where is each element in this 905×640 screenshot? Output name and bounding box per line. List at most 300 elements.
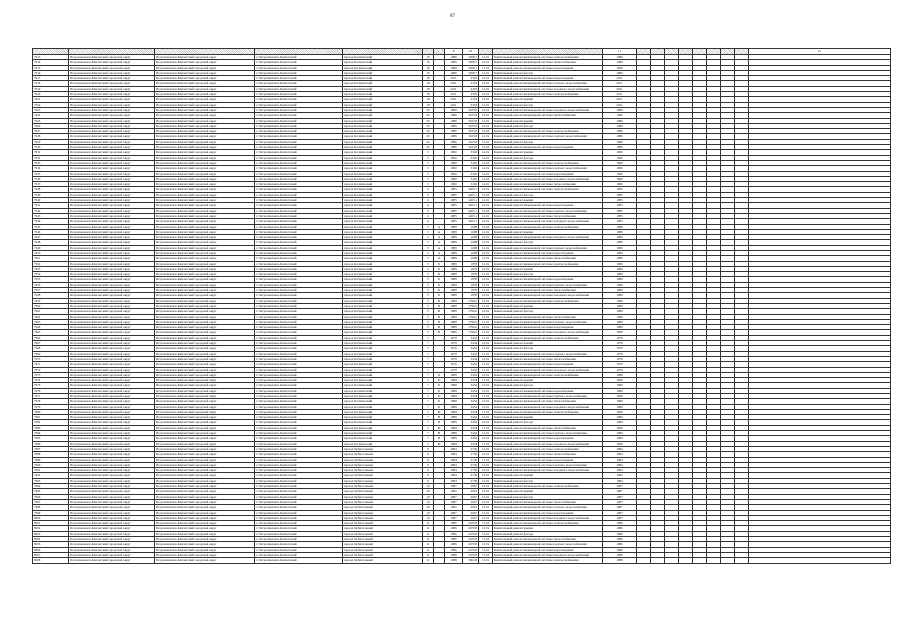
table-cell: 12.01 bbox=[479, 213, 493, 218]
table-cell: 12.01 bbox=[479, 70, 493, 75]
table-cell: 1989 bbox=[445, 266, 463, 271]
table-cell: г. Петропавловск-Камчатский bbox=[255, 415, 343, 420]
table-cell: г. Петропавловск-Камчатский bbox=[255, 166, 343, 171]
table-cell: г. Петропавловск-Камчатский bbox=[255, 219, 343, 224]
table-cell: Б bbox=[434, 372, 445, 377]
table-cell: 1986 bbox=[603, 55, 637, 60]
table-cell: Б bbox=[434, 383, 445, 388]
table-cell: 2011 bbox=[603, 76, 637, 81]
table-cell: 7920 bbox=[33, 92, 69, 97]
table-cell: 7967 bbox=[33, 341, 69, 346]
table-cell: 1989 bbox=[445, 415, 463, 420]
table-cell: 1989 bbox=[603, 293, 637, 298]
table-cell: 13.01 bbox=[479, 547, 493, 552]
table-cell: 1989 bbox=[445, 399, 463, 404]
table-cell: г. Петропавловск-Камчатский bbox=[255, 468, 343, 473]
table-cell: Петропавловск-Камчатский городской округ bbox=[155, 70, 255, 75]
table-cell: 7 bbox=[423, 415, 434, 420]
table-cell: 1979 bbox=[445, 356, 463, 361]
table-cell: г. Петропавловск-Камчатский bbox=[255, 399, 343, 404]
table-cell: 12.01 bbox=[479, 314, 493, 319]
table-cell: г. Петропавловск-Камчатский bbox=[255, 346, 343, 351]
table-cell: 3434 bbox=[463, 356, 479, 361]
table-cell: 7935 bbox=[33, 171, 69, 176]
table-cell: 1989 bbox=[603, 314, 637, 319]
table-cell: 18 bbox=[423, 92, 434, 97]
table-cell: Петропавловск-Камчатский городской округ bbox=[69, 462, 155, 467]
table-cell: проезд Космический bbox=[343, 319, 423, 324]
table-cell: 3434 bbox=[463, 362, 479, 367]
table-cell: 1979 bbox=[603, 356, 637, 361]
register-table-container bbox=[32, 48, 870, 564]
table-cell: 18 bbox=[423, 86, 434, 91]
table-cell: Капитальный ремонт инженерной системы электроснабжения bbox=[493, 446, 603, 451]
table-cell: г. Петропавловск-Камчатский bbox=[255, 526, 343, 531]
table-cell: 1989 bbox=[445, 431, 463, 436]
table-cell: Капитальный ремонт инженерной системы горячего водоснабжения bbox=[493, 134, 603, 139]
table-cell: 1989 bbox=[603, 394, 637, 399]
table-cell: В bbox=[434, 303, 445, 308]
table-cell: г. Петропавловск-Камчатский bbox=[255, 129, 343, 134]
table-cell: 4263.1 bbox=[463, 203, 479, 208]
table-cell: 1986 bbox=[603, 139, 637, 144]
table-cell: 7941 bbox=[33, 203, 69, 208]
table-cell: 11 bbox=[423, 552, 434, 557]
table-cell: 12.01 bbox=[479, 468, 493, 473]
table-cell: Петропавловск-Камчатский городской округ bbox=[69, 176, 155, 181]
table-cell: 12.01 bbox=[479, 415, 493, 420]
table-cell: Петропавловск-Камчатский городской округ bbox=[155, 229, 255, 234]
table-cell: 2967 bbox=[463, 494, 479, 499]
table-cell: А bbox=[434, 224, 445, 229]
table-cell: 2730 bbox=[463, 446, 479, 451]
table-cell: 3454 bbox=[463, 420, 479, 425]
table-cell: 1989 bbox=[445, 235, 463, 240]
table-cell: г. Петропавловск-Камчатский bbox=[255, 452, 343, 457]
table-cell: 1986 bbox=[445, 55, 463, 60]
table-cell: 7943 bbox=[33, 213, 69, 218]
table-cell: 5 bbox=[423, 309, 434, 314]
table-cell: 7 bbox=[423, 341, 434, 346]
table-cell: 11 bbox=[423, 547, 434, 552]
table-cell: 2479.8 bbox=[463, 542, 479, 547]
table-cell: 5 bbox=[423, 256, 434, 261]
table-cell: проезд Космический bbox=[343, 404, 423, 409]
table-cell: 5 bbox=[423, 325, 434, 330]
table-cell: 1989 bbox=[603, 431, 637, 436]
table-cell: 2011 bbox=[603, 102, 637, 107]
table-cell: Петропавловск-Камчатский городской округ bbox=[155, 266, 255, 271]
table-cell: Петропавловск-Камчатский городской округ bbox=[69, 76, 155, 81]
table-cell: 13.01 bbox=[479, 510, 493, 515]
table-cell: В bbox=[434, 441, 445, 446]
table-cell: 1989 bbox=[445, 298, 463, 303]
table-cell: 7999 bbox=[33, 510, 69, 515]
table-cell: 3223.8 bbox=[463, 107, 479, 112]
table-cell: 1989 bbox=[445, 383, 463, 388]
table-cell: Петропавловск-Камчатский городской округ bbox=[69, 266, 155, 271]
table-cell: 1989 bbox=[603, 277, 637, 282]
table-cell: г. Петропавловск-Камчатский bbox=[255, 542, 343, 547]
table-cell: г. Петропавловск-Камчатский bbox=[255, 314, 343, 319]
table-cell: 1989 bbox=[445, 261, 463, 266]
table-cell: 1986 bbox=[603, 521, 637, 526]
table-cell: 12.01 bbox=[479, 409, 493, 414]
table-cell: Петропавловск-Камчатский городской округ bbox=[69, 494, 155, 499]
table-cell: 1985 bbox=[445, 192, 463, 197]
table-cell: Капитальный ремонт инженерной системы горячего водоснабжения bbox=[493, 81, 603, 86]
table-cell: 1989 bbox=[603, 441, 637, 446]
table-cell: г. Петропавловск-Камчатский bbox=[255, 420, 343, 425]
table-cell: проезд Орбитальный bbox=[343, 542, 423, 547]
table-cell: 7956 bbox=[33, 282, 69, 287]
table-cell: 1990 bbox=[445, 160, 463, 165]
table-cell: 1986 bbox=[445, 547, 463, 552]
table-cell: 13.01 bbox=[479, 505, 493, 510]
table-cell: 2730 bbox=[463, 478, 479, 483]
table-cell: 1878 bbox=[463, 282, 479, 287]
table-cell: 7947 bbox=[33, 235, 69, 240]
table-cell: 1989 bbox=[445, 425, 463, 430]
table-cell: 12 bbox=[423, 558, 434, 563]
table-cell: проезд Космический bbox=[343, 272, 423, 277]
table-cell: 1986 bbox=[603, 526, 637, 531]
table-cell: 1985 bbox=[603, 187, 637, 192]
table-cell: Петропавловск-Камчатский городской округ bbox=[155, 346, 255, 351]
table-cell: Петропавловск-Камчатский городской округ bbox=[69, 160, 155, 165]
table-cell: 3454 bbox=[463, 394, 479, 399]
table-cell: Петропавловск-Камчатский городской округ bbox=[155, 441, 255, 446]
table-body bbox=[33, 55, 891, 564]
table-cell: Капитальный ремонт фасада bbox=[493, 346, 603, 351]
table-cell: 1989 bbox=[445, 229, 463, 234]
table-cell: 1989 bbox=[445, 245, 463, 250]
table-cell: Петропавловск-Камчатский городской округ bbox=[155, 499, 255, 504]
table-cell: проезд Космический bbox=[343, 123, 423, 128]
table-cell: Капитальный ремонт инженерной системы горячего водоснабжения bbox=[493, 462, 603, 467]
table-cell: 12.01 bbox=[479, 341, 493, 346]
table-cell: г. Петропавловск-Камчатский bbox=[255, 171, 343, 176]
table-cell: Петропавловск-Камчатский городской округ bbox=[69, 70, 155, 75]
table-cell: 3208.7 bbox=[463, 70, 479, 75]
table-cell: Петропавловск-Камчатский городской округ bbox=[69, 552, 155, 557]
table-cell: Капитальный ремонт фасада bbox=[493, 420, 603, 425]
table-cell: Капитальный ремонт инженерной системы горячего водоснабжения bbox=[493, 351, 603, 356]
table-cell: Петропавловск-Камчатский городской округ bbox=[69, 81, 155, 86]
table-cell: Капитальный ремонт инженерной системы электроснабжения bbox=[493, 160, 603, 165]
table-cell: 6 bbox=[423, 208, 434, 213]
table-cell: Капитальный ремонт инженерной системы электроснабжения bbox=[493, 521, 603, 526]
table-cell: проезд Космический bbox=[343, 198, 423, 203]
table-cell: 7 bbox=[423, 367, 434, 372]
table-cell: г. Петропавловск-Камчатский bbox=[255, 288, 343, 293]
table-cell: 7 bbox=[423, 441, 434, 446]
table-cell: г. Петропавловск-Камчатский bbox=[255, 303, 343, 308]
table-cell: Петропавловск-Камчатский городской округ bbox=[155, 134, 255, 139]
table-cell: В bbox=[434, 420, 445, 425]
table-cell: 12.01 bbox=[479, 277, 493, 282]
table-cell: 13.01 bbox=[479, 484, 493, 489]
table-cell: 13.01 bbox=[479, 537, 493, 542]
table-cell: Капитальный ремонт фасада bbox=[493, 192, 603, 197]
table-cell: проезд Орбитальный bbox=[343, 489, 423, 494]
table-cell: Капитальный ремонт инженерной системы горячего водоснабжения bbox=[493, 208, 603, 213]
table-cell: Петропавловск-Камчатский городской округ bbox=[69, 145, 155, 150]
table-cell: проезд Космический bbox=[343, 70, 423, 75]
table-cell: проезд Космический bbox=[343, 425, 423, 430]
table-cell: г. Петропавловск-Камчатский bbox=[255, 457, 343, 462]
table-cell: 12.01 bbox=[479, 441, 493, 446]
table-cell: 2011 bbox=[445, 76, 463, 81]
table-cell: 3223.8 bbox=[463, 129, 479, 134]
table-cell: Петропавловск-Камчатский городской округ bbox=[155, 293, 255, 298]
table-cell: 8002 bbox=[33, 526, 69, 531]
table-cell: 14.01 bbox=[479, 171, 493, 176]
table-cell: Капитальный ремонт инженерной системы водоотведения bbox=[493, 203, 603, 208]
table-cell: Петропавловск-Камчатский городской округ bbox=[155, 351, 255, 356]
table-cell: Петропавловск-Камчатский городской округ bbox=[155, 150, 255, 155]
table-cell: 10 bbox=[423, 505, 434, 510]
table-cell: 1989 bbox=[603, 266, 637, 271]
table-cell: Петропавловск-Камчатский городской округ bbox=[155, 505, 255, 510]
table-cell: Петропавловск-Камчатский городской округ bbox=[155, 521, 255, 526]
table-cell: Капитальный ремонт инженерной системы холодного водоснабжения bbox=[493, 552, 603, 557]
table-cell: проезд Космический bbox=[343, 213, 423, 218]
table-cell: 12.01 bbox=[479, 139, 493, 144]
table-cell: Капитальный ремонт инженерной системы холодного водоснабжения bbox=[493, 367, 603, 372]
table-cell: 12.01 bbox=[479, 113, 493, 118]
table-cell: Петропавловск-Камчатский городской округ bbox=[155, 542, 255, 547]
table-cell: Петропавловск-Камчатский городской округ bbox=[155, 515, 255, 520]
table-cell: г. Петропавловск-Камчатский bbox=[255, 145, 343, 150]
table-cell: Петропавловск-Камчатский городской округ bbox=[69, 203, 155, 208]
table-cell: Петропавловск-Камчатский городской округ bbox=[69, 478, 155, 483]
table-cell: 12.01 bbox=[479, 346, 493, 351]
table-cell: проезд Космический bbox=[343, 229, 423, 234]
table-cell: Петропавловск-Камчатский городской округ bbox=[69, 60, 155, 65]
table-cell: Капитальный ремонт инженерной системы электроснабжения bbox=[493, 261, 603, 266]
table-cell: 2967 bbox=[463, 515, 479, 520]
table-cell: А bbox=[434, 245, 445, 250]
table-cell: Петропавловск-Камчатский городской округ bbox=[69, 489, 155, 494]
table-cell: 1986 bbox=[603, 552, 637, 557]
table-cell: 9 bbox=[423, 457, 434, 462]
table-cell: Капитальный ремонт инженерной системы электроснабжения bbox=[493, 409, 603, 414]
table-cell: Петропавловск-Камчатский городской округ bbox=[69, 182, 155, 187]
table-cell: 1990 bbox=[445, 171, 463, 176]
table-cell: 20 bbox=[423, 145, 434, 150]
table-cell: 3208.7 bbox=[463, 60, 479, 65]
table-cell: 9 bbox=[423, 468, 434, 473]
table-cell: г. Петропавловск-Камчатский bbox=[255, 150, 343, 155]
table-cell: Петропавловск-Камчатский городской округ bbox=[155, 552, 255, 557]
table-cell: Петропавловск-Камчатский городской округ bbox=[69, 510, 155, 515]
table-cell: 7993 bbox=[33, 478, 69, 483]
table-cell: Петропавловск-Камчатский городской округ bbox=[69, 436, 155, 441]
table-cell: В bbox=[434, 425, 445, 430]
table-cell: Петропавловск-Камчатский городской округ bbox=[155, 235, 255, 240]
table-cell: г. Петропавловск-Камчатский bbox=[255, 446, 343, 451]
table-cell: г. Петропавловск-Камчатский bbox=[255, 298, 343, 303]
table-cell: А bbox=[434, 235, 445, 240]
table-cell: г. Петропавловск-Камчатский bbox=[255, 372, 343, 377]
table-cell: 1990 bbox=[603, 176, 637, 181]
table-cell: 5 bbox=[423, 261, 434, 266]
table-cell: Петропавловск-Камчатский городской округ bbox=[155, 245, 255, 250]
table-cell: 12.01 bbox=[479, 256, 493, 261]
table-cell: г. Петропавловск-Камчатский bbox=[255, 139, 343, 144]
table-cell: Петропавловск-Камчатский городской округ bbox=[155, 65, 255, 70]
table-cell: Петропавловск-Камчатский городской округ bbox=[155, 494, 255, 499]
table-cell: 4263.1 bbox=[463, 219, 479, 224]
table-cell: 1986 bbox=[603, 123, 637, 128]
table-cell: 1989 bbox=[603, 282, 637, 287]
table-cell: 7981 bbox=[33, 415, 69, 420]
table-cell: 7933 bbox=[33, 160, 69, 165]
table-cell: Петропавловск-Камчатский городской округ bbox=[69, 129, 155, 134]
table-cell: Капитальный ремонт инженерной системы водоотведения bbox=[493, 76, 603, 81]
table-cell: Петропавловск-Камчатский городской округ bbox=[155, 81, 255, 86]
table-cell: Петропавловск-Камчатский городской округ bbox=[69, 537, 155, 542]
table-cell: 12.01 bbox=[479, 118, 493, 123]
table-cell: 1979 bbox=[603, 335, 637, 340]
table-cell: 2967 bbox=[463, 505, 479, 510]
table-cell: 14.01 bbox=[479, 150, 493, 155]
table-cell: проезд Космический bbox=[343, 224, 423, 229]
table-cell: 7931 bbox=[33, 150, 69, 155]
table-cell: В bbox=[434, 309, 445, 314]
table-cell: Капитальный ремонт инженерной системы электроснабжения bbox=[493, 558, 603, 563]
table-cell: 1986 bbox=[445, 118, 463, 123]
table-cell: г. Петропавловск-Камчатский bbox=[255, 224, 343, 229]
table-cell: 1987 bbox=[445, 484, 463, 489]
table-cell: Капитальный ремонт инженерной системы теплоснабжения bbox=[493, 60, 603, 65]
table-cell: 1990 bbox=[445, 155, 463, 160]
table-cell: Б bbox=[434, 282, 445, 287]
table-cell: проезд Космический bbox=[343, 420, 423, 425]
table-cell: 7946 bbox=[33, 229, 69, 234]
table-cell: 1987 bbox=[445, 510, 463, 515]
table-cell: 1988 bbox=[445, 558, 463, 563]
table-cell: г. Петропавловск-Камчатский bbox=[255, 203, 343, 208]
table-cell: 1990 bbox=[445, 182, 463, 187]
table-cell: 7994 bbox=[33, 484, 69, 489]
table-cell: Капитальный ремонт фасада bbox=[493, 531, 603, 536]
column-header: 8 bbox=[445, 49, 463, 55]
table-cell: 12.01 bbox=[479, 431, 493, 436]
table-cell: 10 bbox=[423, 484, 434, 489]
table-cell: 1878 bbox=[463, 261, 479, 266]
table-cell: 1986 bbox=[603, 65, 637, 70]
table-cell: 12.01 bbox=[479, 102, 493, 107]
table-cell: Петропавловск-Камчатский городской округ bbox=[69, 388, 155, 393]
table-cell: 7 bbox=[423, 372, 434, 377]
table-cell: Петропавловск-Камчатский городской округ bbox=[69, 441, 155, 446]
table-cell: 1979 bbox=[603, 351, 637, 356]
table-cell: 12.01 bbox=[479, 420, 493, 425]
table-cell: Капитальный ремонт фасада bbox=[493, 383, 603, 388]
table-cell: В bbox=[434, 319, 445, 324]
table-cell: проезд Космический bbox=[343, 330, 423, 335]
table-cell: 1986 bbox=[445, 123, 463, 128]
table-cell: Капитальный ремонт инженерной системы водоотведения bbox=[493, 145, 603, 150]
table-cell: проезд Космический bbox=[343, 208, 423, 213]
table-cell: 10 bbox=[423, 494, 434, 499]
table-cell bbox=[693, 558, 707, 563]
table-cell: Петропавловск-Камчатский городской округ bbox=[69, 277, 155, 282]
table-cell: г. Петропавловск-Камчатский bbox=[255, 441, 343, 446]
table-cell: Петропавловск-Камчатский городской округ bbox=[69, 515, 155, 520]
table-cell: проезд Космический bbox=[343, 325, 423, 330]
table-cell: 7 bbox=[423, 409, 434, 414]
table-cell: Капитальный ремонт фасада bbox=[493, 102, 603, 107]
table-cell: проезд Космический bbox=[343, 60, 423, 65]
table-cell: 5 bbox=[423, 288, 434, 293]
table-cell: 2479.8 bbox=[463, 537, 479, 542]
table-cell: Петропавловск-Камчатский городской округ bbox=[155, 86, 255, 91]
table-cell: Капитальный ремонт инженерной системы теплоснабжения bbox=[493, 499, 603, 504]
table-cell: Петропавловск-Камчатский городской округ bbox=[69, 484, 155, 489]
table-cell: 12.01 bbox=[479, 293, 493, 298]
table-cell: Петропавловск-Камчатский городской округ bbox=[155, 123, 255, 128]
table-cell: 5 bbox=[423, 160, 434, 165]
table-cell: 12.01 bbox=[479, 266, 493, 271]
table-cell: 7 bbox=[423, 388, 434, 393]
table-cell: 1989 bbox=[445, 420, 463, 425]
table-cell: 5 bbox=[423, 240, 434, 245]
table-cell: Б bbox=[434, 378, 445, 383]
table-cell: Петропавловск-Камчатский городской округ bbox=[69, 499, 155, 504]
table-cell: 3064.8 bbox=[463, 558, 479, 563]
table-cell: 1985 bbox=[603, 198, 637, 203]
table-cell: 3434 bbox=[463, 346, 479, 351]
table-cell: 13.01 bbox=[479, 489, 493, 494]
table-cell: 3208.7 bbox=[463, 55, 479, 60]
table-cell: проезд Космический bbox=[343, 399, 423, 404]
table-cell: г. Петропавловск-Камчатский bbox=[255, 515, 343, 520]
table-cell: проезд Орбитальный bbox=[343, 547, 423, 552]
table-cell: г. Петропавловск-Камчатский bbox=[255, 558, 343, 563]
table-cell: 7951 bbox=[33, 256, 69, 261]
table-cell: Петропавловск-Камчатский городской округ bbox=[69, 245, 155, 250]
table-cell: Петропавловск-Камчатский городской округ bbox=[155, 303, 255, 308]
table-cell: 1989 bbox=[445, 282, 463, 287]
table-cell: Петропавловск-Камчатский городской округ bbox=[155, 102, 255, 107]
table-cell: 12.01 bbox=[479, 478, 493, 483]
table-cell: 2479.8 bbox=[463, 531, 479, 536]
table-cell: 1989 bbox=[445, 224, 463, 229]
table-cell: 12.01 bbox=[479, 60, 493, 65]
table-cell: 12.01 bbox=[479, 388, 493, 393]
table-cell: Петропавловск-Камчатский городской округ bbox=[69, 356, 155, 361]
table-cell: Петропавловск-Камчатский городской округ bbox=[69, 531, 155, 536]
table-cell: 1989 bbox=[603, 425, 637, 430]
table-cell: 1984 bbox=[603, 457, 637, 462]
table-cell: г. Петропавловск-Камчатский bbox=[255, 531, 343, 536]
table-cell: Капитальный ремонт инженерной системы холодного водоснабжения bbox=[493, 219, 603, 224]
table-cell: Капитальный ремонт инженерной системы холодного водоснабжения bbox=[493, 330, 603, 335]
table-cell: 1989 bbox=[445, 303, 463, 308]
table-cell: Петропавловск-Камчатский городской округ bbox=[155, 187, 255, 192]
table-cell: г. Петропавловск-Камчатский bbox=[255, 55, 343, 60]
table-cell: г. Петропавловск-Камчатский bbox=[255, 409, 343, 414]
table-cell: Петропавловск-Камчатский городской округ bbox=[155, 330, 255, 335]
table-cell: 3434 bbox=[463, 341, 479, 346]
table-cell: проезд Космический bbox=[343, 118, 423, 123]
table-cell: 1988 bbox=[603, 558, 637, 563]
table-cell: 7930 bbox=[33, 145, 69, 150]
table-cell: г. Петропавловск-Камчатский bbox=[255, 282, 343, 287]
